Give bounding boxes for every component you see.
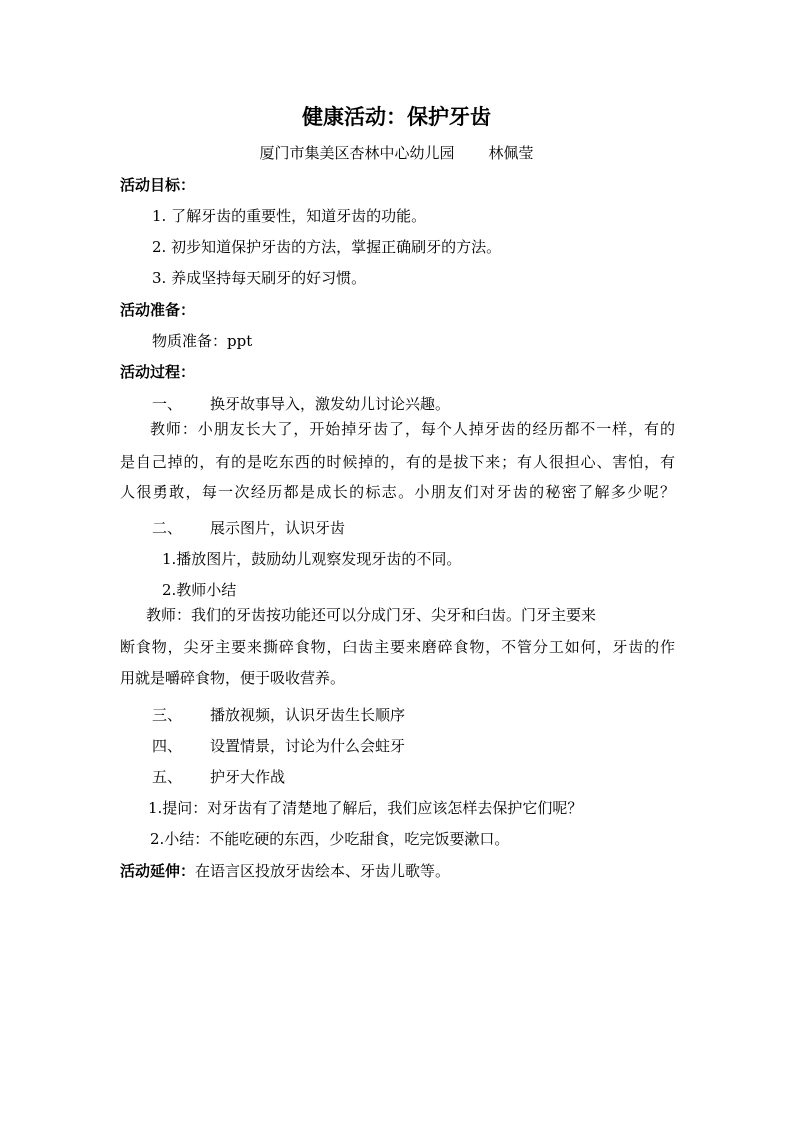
preparation-material: 物质准备：ppt [152, 332, 253, 350]
preparation-heading: 活动准备： [120, 301, 196, 319]
step-1-para-line-3: 人很勇敢，每一次经历都是成长的标志。小朋友们对牙齿的秘密了解多少呢？ [120, 483, 675, 501]
step-2-number: 二、 [152, 519, 183, 537]
step-4 [152, 736, 405, 756]
step-5-sub-2: 2.小结：不能吃硬的东西，少吃甜食，吃完饭要漱口。 [150, 830, 510, 848]
step-1-text: 换牙故事导入，激发幼儿讨论兴趣。 [210, 395, 451, 413]
extension-heading: 活动延伸： [120, 862, 196, 880]
author-name: 林佩莹 [488, 144, 534, 162]
goal-item-2: 2. 初步知道保护牙齿的方法，掌握正确刷牙的方法。 [152, 238, 502, 256]
step-2-para-line-1: 教师：我们的牙齿按功能还可以分成门牙、尖牙和臼齿。门牙主要来 [146, 606, 597, 624]
step-1-para-line-1: 教师：小朋友长大了，开始掉牙齿了，每个人掉牙齿的经历都不一样，有的 [150, 420, 675, 438]
goals-heading: 活动目标： [120, 176, 196, 194]
process-heading: 活动过程： [120, 363, 196, 381]
step-1 [152, 394, 450, 414]
document-title: 健康活动：保护牙齿 [302, 104, 491, 129]
step-2-sub-1: 1.播放图片，鼓励幼儿观察发现牙齿的不同。 [162, 550, 462, 568]
step-1-number: 一、 [152, 395, 183, 413]
author-line [0, 143, 793, 163]
step-5 [152, 767, 285, 787]
school-name: 厦门市集美区杏林中心幼儿园 [259, 144, 455, 162]
step-2-para-line-3: 用就是嚼碎食物，便于吸收营养。 [120, 669, 346, 687]
step-3-number: 三、 [152, 706, 183, 724]
extension-text: 在语言区投放牙齿绘本、牙齿儿歌等。 [195, 862, 451, 880]
step-1-para-line-2: 是自己掉的，有的是吃东西的时候掉的，有的是拔下来；有人很担心、害怕，有 [120, 453, 675, 471]
step-5-text: 护牙大作战 [210, 768, 286, 786]
step-2-para-line-2: 断食物，尖牙主要来撕碎食物，臼齿主要来磨碎食物，不管分工如何，牙齿的作 [120, 638, 675, 656]
step-3 [152, 705, 405, 725]
step-4-number: 四、 [152, 737, 183, 755]
step-5-number: 五、 [152, 768, 183, 786]
extension-line [120, 861, 450, 881]
goal-item-1: 1. 了解牙齿的重要性，知道牙齿的功能。 [152, 207, 427, 225]
step-5-sub-1: 1.提问：对牙齿有了清楚地了解后，我们应该怎样去保护它们呢？ [148, 799, 583, 817]
step-4-text: 设置情景，讨论为什么会蛀牙 [210, 737, 406, 755]
step-2 [152, 518, 345, 538]
step-2-text: 展示图片，认识牙齿 [210, 519, 346, 537]
step-3-text: 播放视频，认识牙齿生长顺序 [210, 706, 406, 724]
step-2-sub-2: 2.教师小结 [162, 581, 237, 599]
goal-item-3: 3. 养成坚持每天刷牙的好习惯。 [152, 269, 367, 287]
